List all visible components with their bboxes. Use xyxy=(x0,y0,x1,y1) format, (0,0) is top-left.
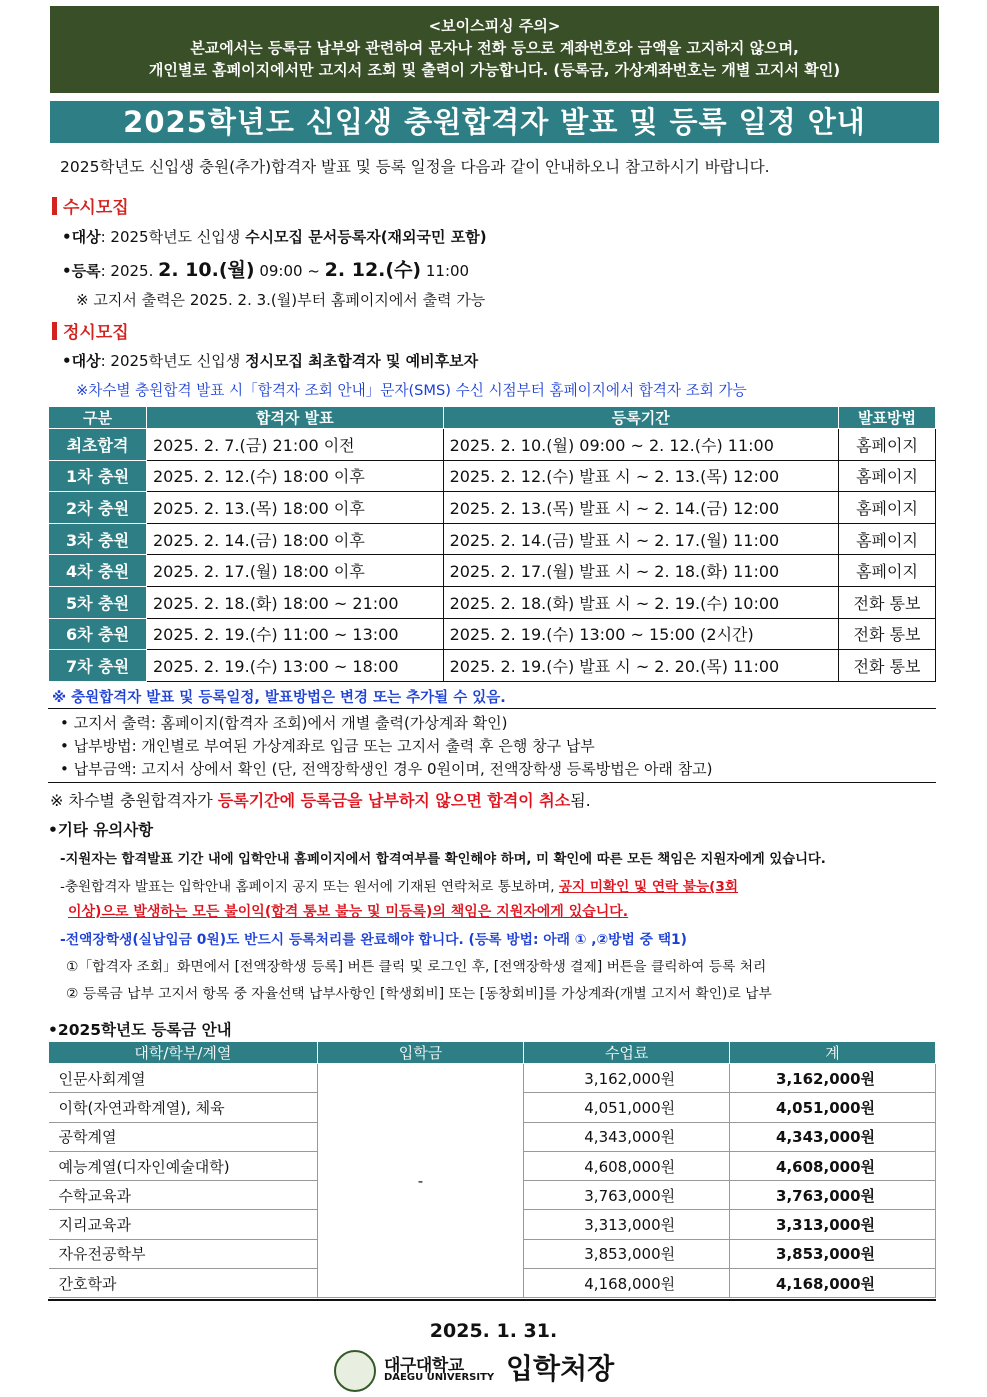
total: 3,763,000원 xyxy=(730,1181,936,1210)
payment-item-amount: • 납부금액: 고지서 상에서 확인 (단, 전액장학생인 경우 0원이며, 전액장학생 등록방법은 아래 참고) xyxy=(60,760,713,778)
fee-header: 입학금 xyxy=(317,1042,524,1064)
voice-phishing-warning xyxy=(50,6,939,93)
total: 4,608,000원 xyxy=(730,1151,936,1180)
fee-header: 계 xyxy=(730,1042,936,1064)
susi-note: ※ 고지서 출력은 2025. 2. 3.(월)부터 홈페이지에서 출력 가능 xyxy=(76,291,486,309)
announce-method: 홈페이지 xyxy=(839,460,936,492)
fees-heading: •2025학년도 등록금 안내 xyxy=(48,1021,232,1039)
susi-reg-label: •등록 xyxy=(62,262,101,280)
round-label: 3차 충원 xyxy=(49,523,147,555)
susi-registration xyxy=(62,255,469,282)
round-label: 5차 충원 xyxy=(49,586,147,618)
total: 3,313,000원 xyxy=(730,1210,936,1239)
susi-target xyxy=(62,226,487,247)
table-row xyxy=(49,523,936,555)
dept-name: 공학계열 xyxy=(49,1122,318,1151)
note-contact-emphasis-1: 공지 미확인 및 연락 불능(3회 xyxy=(558,879,738,895)
dept-name: 수학교육과 xyxy=(49,1181,318,1210)
table-row xyxy=(49,650,936,682)
note-scholarship: -전액장학생(실납입금 0원)도 반드시 등록처리를 완료해야 합니다. (등록 방법: 아래 ① ,②방법 중 택1) xyxy=(60,932,687,948)
note-contact xyxy=(60,875,738,895)
fee-table xyxy=(48,1041,936,1298)
tuition: 4,168,000원 xyxy=(524,1269,730,1298)
announce-method: 전화 통보 xyxy=(839,650,936,682)
total: 3,162,000원 xyxy=(730,1064,936,1093)
warning-line-2: 개인별로 홈페이지에서만 고지서 조회 및 출력이 가능합니다. (등록금, 가상계좌번호는 개별 고지서 확인) xyxy=(148,61,841,79)
university-logo-icon xyxy=(334,1350,376,1392)
divider xyxy=(48,708,936,709)
total: 4,343,000원 xyxy=(730,1122,936,1151)
announce-time: 2025. 2. 19.(수) 13:00 ~ 18:00 xyxy=(147,650,444,682)
schedule-header: 구분 xyxy=(49,407,147,429)
registration-period: 2025. 2. 19.(수) 13:00 ~ 15:00 (2시간) xyxy=(443,618,838,650)
issue-date: 2025. 1. 31. xyxy=(429,1320,558,1342)
jeongsi-heading xyxy=(52,318,129,343)
announce-method: 홈페이지 xyxy=(839,429,936,461)
tuition: 3,162,000원 xyxy=(524,1064,730,1093)
note-contact-emphasis-2: 이상)으로 발생하는 모든 불이익(합격 통보 불능 및 미등록)의 책임은 지원자에게 있습니다. xyxy=(68,904,629,920)
schedule-header: 등록기간 xyxy=(443,407,838,429)
tuition: 4,343,000원 xyxy=(524,1122,730,1151)
fee-header-row xyxy=(49,1042,936,1064)
announce-time: 2025. 2. 7.(금) 21:00 이전 xyxy=(147,429,444,461)
table-row xyxy=(49,492,936,524)
announce-method: 전화 통보 xyxy=(839,618,936,650)
table-row xyxy=(49,460,936,492)
tuition: 3,313,000원 xyxy=(524,1210,730,1239)
susi-reg-end: 2. 12.(수) xyxy=(324,259,422,281)
note-contact-prefix: -충원합격자 발표는 입학안내 홈페이지 공지 또는 원서에 기재된 연락처로 통보하며, xyxy=(60,879,559,895)
university-name: 대구대학교 xyxy=(384,1356,464,1376)
jeongsi-heading-label: 정시모집 xyxy=(63,323,129,343)
cancel-emphasis: 등록기간에 등록금을 납부하지 않으면 합격이 취소 xyxy=(217,791,571,810)
registration-period: 2025. 2. 13.(목) 발표 시 ~ 2. 14.(금) 12:00 xyxy=(443,492,838,524)
round-label: 2차 충원 xyxy=(49,492,147,524)
registration-period: 2025. 2. 19.(수) 발표 시 ~ 2. 20.(목) 11:00 xyxy=(443,650,838,682)
tuition: 3,763,000원 xyxy=(524,1181,730,1210)
susi-heading-label: 수시모집 xyxy=(63,198,129,218)
announce-time: 2025. 2. 19.(수) 11:00 ~ 13:00 xyxy=(147,618,444,650)
round-label: 4차 충원 xyxy=(49,555,147,587)
table-row xyxy=(49,429,936,461)
schedule-header: 합격자 발표 xyxy=(147,407,444,429)
tuition: 4,608,000원 xyxy=(524,1151,730,1180)
announce-time: 2025. 2. 12.(수) 18:00 이후 xyxy=(147,460,444,492)
jeongsi-target-prefix: : 2025학년도 신입생 xyxy=(100,352,246,370)
susi-reg-part3: 11:00 xyxy=(421,262,470,280)
announce-method: 홈페이지 xyxy=(839,555,936,587)
registration-period: 2025. 2. 18.(화) 발표 시 ~ 2. 19.(수) 10:00 xyxy=(443,586,838,618)
tuition: 4,051,000원 xyxy=(524,1093,730,1122)
dept-name: 인문사회계열 xyxy=(49,1064,318,1093)
susi-reg-start: 2. 10.(월) xyxy=(158,259,255,281)
intro-text: 2025학년도 신입생 충원(추가)합격자 발표 및 등록 일정을 다음과 같이 안내하오니 참고하시기 바랍니다. xyxy=(60,158,770,176)
university-name-en: DAEGU UNIVERSITY xyxy=(384,1372,495,1383)
divider xyxy=(48,782,936,783)
note-method-2: ② 등록금 납부 고지서 항목 중 자율선택 납부사항인 [학생회비] 또는 [동창회비]를 가상계좌(개별 고지서 확인)로 납부 xyxy=(66,986,772,1002)
susi-heading xyxy=(52,193,129,218)
schedule-table xyxy=(48,406,936,682)
susi-reg-part1: : 2025. xyxy=(100,262,159,280)
round-label: 6차 충원 xyxy=(49,618,147,650)
announce-method: 전화 통보 xyxy=(839,586,936,618)
registration-period: 2025. 2. 10.(월) 09:00 ~ 2. 12.(수) 11:00 xyxy=(443,429,838,461)
page-title: 2025학년도 신입생 충원합격자 발표 및 등록 일정 안내 xyxy=(50,101,939,143)
payment-item-print: • 고지서 출력: 홈페이지(합격자 조회)에서 개별 출력(가상계좌 확인) xyxy=(60,714,508,732)
payment-item-method: • 납부방법: 개인별로 부여된 가상계좌로 입금 또는 고지서 출력 후 은행 창구 납부 xyxy=(60,737,595,755)
note-check-result: -지원자는 합격발표 기간 내에 입학안내 홈페이지에서 합격여부를 확인해야 하며, 미 확인에 따른 모든 책임은 지원자에게 있습니다. xyxy=(60,852,826,867)
announce-time: 2025. 2. 18.(화) 18:00 ~ 21:00 xyxy=(147,586,444,618)
round-label: 1차 충원 xyxy=(49,460,147,492)
announce-time: 2025. 2. 17.(월) 18:00 이후 xyxy=(147,555,444,587)
note-method-1: ①「합격자 조회」화면에서 [전액장학생 등록] 버튼 클릭 및 로그인 후, [전액장학생 결제] 버튼을 클릭하여 등록 처리 xyxy=(66,959,767,975)
dept-name: 지리교육과 xyxy=(49,1210,318,1239)
divider xyxy=(48,1299,936,1301)
round-label: 최초합격 xyxy=(49,429,147,461)
warning-title: <보이스피싱 주의> xyxy=(428,17,561,35)
schedule-header: 발표방법 xyxy=(839,407,936,429)
fee-header: 대학/학부/계열 xyxy=(49,1042,318,1064)
dept-name: 예능계열(디자인예술대학) xyxy=(49,1151,318,1180)
section-marker-icon xyxy=(52,322,57,340)
jeongsi-target-bold: 정시모집 최초합격자 및 예비후보자 xyxy=(245,352,479,370)
table-row xyxy=(49,1064,936,1093)
entrance-fee: - xyxy=(317,1064,524,1298)
fee-header: 수업료 xyxy=(524,1042,730,1064)
cancel-suffix: 됨. xyxy=(570,791,591,810)
registration-period: 2025. 2. 17.(월) 발표 시 ~ 2. 18.(화) 11:00 xyxy=(443,555,838,587)
susi-reg-part2: 09:00 ~ xyxy=(254,262,325,280)
section-marker-icon xyxy=(52,197,57,215)
announce-time: 2025. 2. 13.(목) 18:00 이후 xyxy=(147,492,444,524)
notes-heading: •기타 유의사항 xyxy=(48,821,154,839)
table-row xyxy=(49,555,936,587)
total: 4,168,000원 xyxy=(730,1269,936,1298)
issuing-office: 입학처장 xyxy=(506,1352,615,1385)
susi-target-prefix: : 2025학년도 신입생 xyxy=(100,228,246,246)
total: 3,853,000원 xyxy=(730,1239,936,1268)
registration-period: 2025. 2. 12.(수) 발표 시 ~ 2. 13.(목) 12:00 xyxy=(443,460,838,492)
susi-target-label: •대상 xyxy=(62,228,101,246)
dept-name: 이학(자연과학계열), 체육 xyxy=(49,1093,318,1122)
table-row xyxy=(49,618,936,650)
total: 4,051,000원 xyxy=(730,1093,936,1122)
registration-period: 2025. 2. 14.(금) 발표 시 ~ 2. 17.(월) 11:00 xyxy=(443,523,838,555)
schedule-header-row xyxy=(49,407,936,429)
dept-name: 간호학과 xyxy=(49,1269,318,1298)
cancel-warning xyxy=(50,788,591,811)
jeongsi-target-label: •대상 xyxy=(62,352,101,370)
schedule-note: ※ 충원합격자 발표 및 등록일정, 발표방법은 변경 또는 추가될 수 있음. xyxy=(52,690,506,706)
announce-method: 홈페이지 xyxy=(839,492,936,524)
tuition: 3,853,000원 xyxy=(524,1239,730,1268)
announce-method: 홈페이지 xyxy=(839,523,936,555)
jeongsi-target xyxy=(62,350,478,371)
warning-line-1: 본교에서는 등록금 납부와 관련하여 문자나 전화 등으로 계좌번호와 금액을 고지하지 않으며, xyxy=(190,39,799,57)
announce-time: 2025. 2. 14.(금) 18:00 이후 xyxy=(147,523,444,555)
dept-name: 자유전공학부 xyxy=(49,1239,318,1268)
round-label: 7차 충원 xyxy=(49,650,147,682)
cancel-prefix: ※ 차수별 충원합격자가 xyxy=(50,791,218,810)
jeongsi-note: ※차수별 충원합격 발표 시「합격자 조회 안내」문자(SMS) 수신 시점부터 홈페이지에서 합격자 조회 가능 xyxy=(76,382,747,399)
susi-target-bold: 수시모집 문서등록자(재외국민 포함) xyxy=(245,228,487,246)
table-row xyxy=(49,586,936,618)
